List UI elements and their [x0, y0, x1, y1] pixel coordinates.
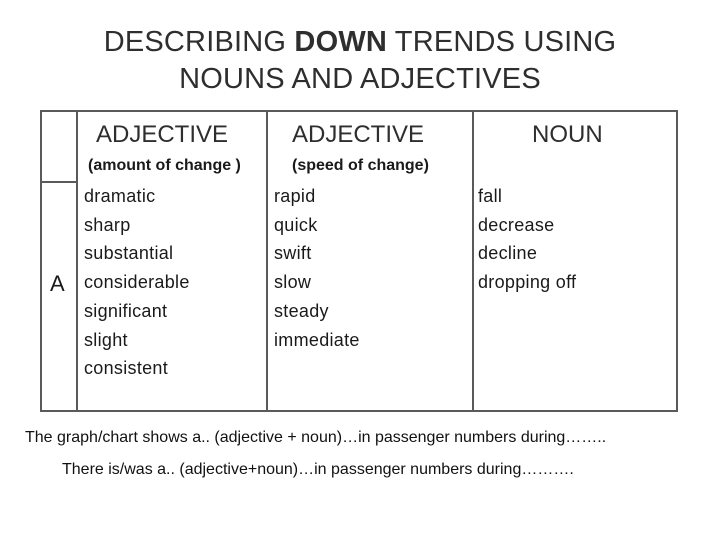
list-item: slow: [274, 272, 312, 293]
list-item: steady: [274, 300, 329, 321]
list-item: sharp: [84, 214, 131, 235]
column-heading-noun: NOUN: [532, 121, 603, 148]
amount-adjective-list: [84, 182, 190, 383]
list-item: considerable: [84, 272, 190, 293]
example-sentence-1: The graph/chart shows a.. (adjective + noun)…in passenger numbers during……..: [25, 429, 607, 446]
example-sentence-2: There is/was a.. (adjective+noun)…in passenger numbers during……….: [62, 461, 574, 478]
noun-list: [478, 182, 576, 297]
list-item: fall: [478, 186, 503, 206]
list-item: decrease: [478, 214, 555, 235]
title-line-1: [0, 24, 720, 61]
speed-adjective-list: [274, 182, 360, 354]
title-suffix: TRENDS USING: [387, 26, 617, 58]
list-item: substantial: [84, 243, 174, 264]
column-heading-amount: ADJECTIVE: [96, 121, 229, 148]
list-item: swift: [274, 243, 312, 264]
list-item: dropping off: [478, 272, 577, 293]
table-divider-row-label: [76, 112, 78, 410]
title-prefix: DESCRIBING: [103, 26, 295, 58]
title-emphasis: DOWN: [294, 26, 388, 58]
table-divider-col-1: [266, 112, 268, 410]
list-item: significant: [84, 300, 168, 321]
row-label: A: [50, 271, 65, 296]
table-header-rule: [42, 181, 76, 183]
list-item: decline: [478, 243, 538, 264]
table-divider-col-2: [472, 112, 474, 410]
title-line-2: NOUNS AND ADJECTIVES: [179, 63, 541, 95]
column-subheading-speed: (speed of change): [292, 157, 429, 174]
column-subheading-amount: (amount of change ): [88, 157, 241, 174]
list-item: consistent: [84, 358, 169, 379]
trend-vocabulary-table: [40, 110, 678, 412]
column-heading-speed: ADJECTIVE: [292, 121, 425, 148]
list-item: rapid: [274, 186, 316, 206]
list-item: immediate: [274, 329, 360, 350]
list-item: slight: [84, 329, 128, 350]
list-item: quick: [274, 214, 318, 235]
page-title: [0, 24, 720, 98]
list-item: dramatic: [84, 186, 156, 206]
